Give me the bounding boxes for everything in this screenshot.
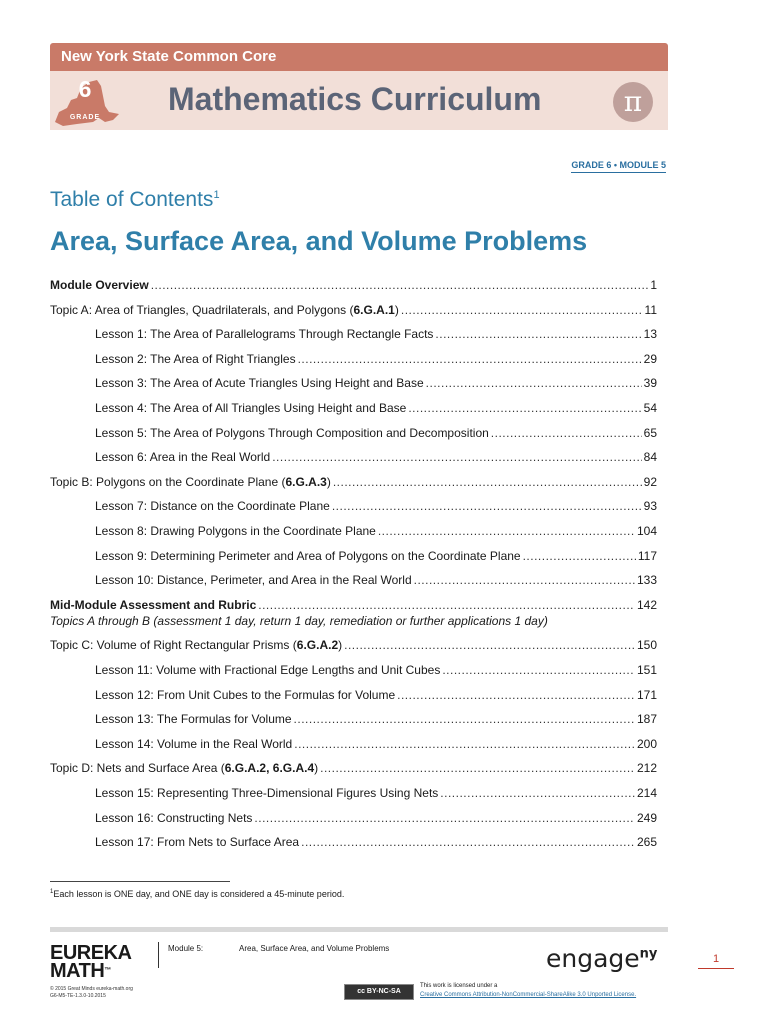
toc-topic-entry[interactable] [50, 638, 657, 654]
eureka-math-logo [50, 944, 131, 980]
dot-leader [298, 352, 642, 366]
toc-entry-text: Lesson 8: Drawing Polygons in the Coordinate Plane [95, 524, 376, 538]
toc-page-number: 54 [643, 401, 657, 415]
header-banner-text: New York State Common Core [61, 48, 277, 65]
page-title: Area, Surface Area, and Volume Problems [50, 226, 588, 256]
toc-topic-entry[interactable] [50, 475, 657, 491]
footer-module-label: Module 5: [168, 944, 204, 953]
toc-lesson-entry[interactable] [95, 786, 657, 802]
copyright-line: © 2015 Great Minds eureka-math.org [50, 986, 133, 992]
grade-label: GRADE [69, 114, 101, 121]
dot-leader [344, 638, 635, 652]
toc-entry-title [50, 278, 149, 292]
toc-entry-text: Lesson 5: The Area of Polygons Through Composition and Decomposition [95, 425, 489, 440]
toc-entry-title [95, 327, 433, 341]
dot-leader [254, 811, 635, 825]
dot-leader [426, 376, 642, 390]
toc-entry-text: Lesson 3: The Area of Acute Triangles Using Height and Base [95, 376, 424, 391]
toc-lesson-entry[interactable] [95, 712, 657, 728]
toc-page-number: 117 [637, 548, 657, 563]
toc-entry-title [95, 573, 412, 587]
toc-entry-text: Topic A: Area of Triangles, Quadrilaterals, and Polygons ( [50, 302, 354, 317]
dot-leader [401, 303, 643, 317]
toc-page-number: 29 [643, 351, 657, 366]
toc-lesson-entry[interactable] [95, 450, 657, 466]
footer-vertical-divider [158, 942, 159, 968]
toc-page-number: 214 [636, 786, 657, 800]
toc-lesson-entry[interactable] [95, 835, 657, 851]
toc-page-number: 171 [636, 687, 657, 702]
toc-lesson-entry[interactable] [95, 352, 657, 368]
standard-code: 6.G.A.2, 6.G.A.4 [224, 761, 315, 776]
toc-entry-title [95, 524, 376, 538]
toc-entry-text: Lesson 16: Constructing Nets [95, 810, 253, 825]
copyright [50, 986, 133, 1000]
module-tag: GRADE 6 • MODULE 5 [571, 160, 666, 173]
dot-leader [333, 475, 642, 489]
toc-entry-text: Lesson 4: The Area of All Triangles Using Height and Base [95, 401, 407, 415]
toc-entry-title [95, 426, 489, 440]
toc-entry-title [50, 598, 256, 612]
toc-topic-entry[interactable] [50, 761, 657, 777]
toc-entry-text: Lesson 1: The Area of Parallelograms Through Rectangle Facts [95, 327, 434, 342]
toc-entry-title [50, 761, 318, 775]
dot-leader [442, 663, 635, 677]
toc-entry-closing: ) [326, 474, 331, 489]
engage-text: engage [546, 944, 640, 973]
toc-page-number: 39 [643, 376, 657, 391]
toc-entry-text: Lesson 12: From Unit Cubes to the Formulas for Volume [95, 687, 396, 702]
toc-page-number: 13 [643, 327, 657, 342]
toc-entry-text: Topic C: Volume of Right Rectangular Prisms ( [50, 638, 297, 653]
toc-entry-text: Topic B: Polygons on the Coordinate Plane ( [50, 474, 286, 489]
dot-leader [378, 524, 635, 538]
toc-page-number: 104 [636, 524, 657, 538]
toc-entry-text: Lesson 11: Volume with Fractional Edge Lengths and Unit Cubes [95, 663, 441, 677]
standard-code: 6.G.A.1 [353, 302, 395, 317]
toc-page-number: 151 [636, 663, 657, 677]
grade-number: 6 [78, 76, 92, 102]
toc-lesson-entry[interactable] [95, 401, 657, 417]
toc-entry-title [95, 688, 395, 702]
dot-leader [151, 278, 649, 292]
footnote-marker: 1 [50, 889, 54, 895]
license-notice [420, 982, 636, 1000]
dot-leader [397, 688, 635, 702]
footnote-divider [50, 881, 230, 882]
document-code: G6-M5-TE-1.3.0-10.2015 [50, 993, 106, 999]
dot-leader [440, 786, 635, 800]
toc-page-number: 1 [650, 278, 657, 292]
eureka-logo-line1: EUREKA [50, 942, 132, 964]
toc-lesson-entry[interactable] [95, 737, 657, 753]
toc-entry-title [95, 835, 299, 849]
toc-entry-text: Module Overview [50, 278, 149, 292]
toc-page-number: 133 [636, 573, 657, 588]
toc-entry-text: Lesson 10: Distance, Perimeter, and Area in the Real World [95, 573, 412, 588]
dot-leader [408, 401, 641, 415]
toc-page-number: 150 [636, 638, 657, 653]
toc-entry-closing: ) [314, 761, 319, 776]
toc-entry-text: Lesson 13: The Formulas for Volume [95, 712, 292, 727]
toc-page-number: 65 [643, 425, 657, 440]
footnote-text: Each lesson is ONE day, and ONE day is considered a 45-minute period. [53, 889, 345, 899]
toc-page-number: 142 [636, 597, 657, 612]
standard-code: 6.G.A.2 [296, 638, 339, 653]
toc-page-number: 212 [636, 761, 657, 776]
eureka-logo-line2: MATH [50, 960, 105, 982]
toc-lesson-entry[interactable] [95, 327, 657, 343]
toc-heading [50, 188, 220, 212]
footer-divider [50, 927, 668, 932]
toc-topic-entry[interactable] [50, 278, 657, 294]
toc-entry-text: Lesson 15: Representing Three-Dimensional Figures Using Nets [95, 786, 439, 800]
toc-heading-footnote-ref: 1 [213, 189, 220, 201]
toc-lesson-entry[interactable] [95, 573, 657, 589]
toc-topic-entry[interactable] [50, 598, 657, 614]
dot-leader [491, 426, 642, 440]
toc-entry-title [95, 401, 406, 415]
dot-leader [435, 327, 641, 341]
toc-entry-text: Lesson 17: From Nets to Surface Area [95, 835, 300, 850]
toc-entry-title [95, 376, 424, 390]
trademark-mark: ™ [104, 967, 111, 974]
toc-entry-text: Lesson 14: Volume in the Real World [95, 736, 293, 751]
toc-lesson-entry[interactable] [95, 811, 657, 827]
toc-lesson-entry[interactable] [95, 549, 657, 565]
toc-page-number: 187 [636, 712, 657, 727]
toc-lesson-entry[interactable] [95, 663, 657, 679]
toc-entry-title [50, 475, 331, 489]
mid-module-note: Topics A through B (assessment 1 day, return 1 day, remediation or further applications 1 day) [50, 613, 548, 628]
dot-leader [301, 835, 635, 849]
toc-entry-title [50, 303, 399, 317]
license-link[interactable]: Creative Commons Attribution-NonCommercial-ShareAlike 3.0 Unported License. [420, 992, 637, 998]
toc-entry-title [95, 786, 438, 800]
toc-entry-title [95, 737, 292, 751]
toc-entry-title [95, 352, 296, 366]
toc-lesson-entry[interactable] [95, 499, 657, 515]
toc-entry-text: Lesson 6: Area in the Real World [95, 450, 271, 465]
dot-leader [332, 499, 642, 513]
toc-entry-closing: ) [338, 638, 343, 653]
toc-entry-title [95, 499, 330, 513]
toc-entry-text: Lesson 2: The Area of Right Triangles [95, 351, 296, 366]
toc-page-number: 200 [636, 736, 657, 751]
toc-entry-text: Lesson 7: Distance on the Coordinate Plane [95, 499, 330, 514]
dot-leader [320, 761, 635, 775]
dot-leader [258, 598, 635, 612]
toc-entry-closing: ) [394, 302, 399, 317]
footer-module-title: Area, Surface Area, and Volume Problems [239, 944, 390, 953]
dot-leader [523, 549, 636, 563]
toc-heading-text: Table of Contents [50, 188, 214, 211]
engageny-logo [546, 944, 657, 973]
header-banner [50, 43, 668, 71]
pi-icon: π [613, 82, 653, 122]
toc-page-number: 84 [643, 450, 657, 465]
toc-lesson-entry[interactable] [95, 688, 657, 704]
license-intro: This work is licensed under a [420, 983, 498, 989]
page-number: 1 [698, 953, 734, 969]
toc-lesson-entry[interactable] [95, 376, 657, 392]
toc-entry-title [95, 450, 270, 464]
toc-entry-text: Topic D: Nets and Surface Area ( [50, 761, 225, 776]
dot-leader [414, 573, 635, 587]
toc-page-number: 11 [644, 302, 657, 317]
standard-code: 6.G.A.3 [285, 474, 327, 489]
toc-entry-text: Lesson 9: Determining Perimeter and Area of Polygons on the Coordinate Plane [95, 548, 521, 563]
header-title-bar [50, 71, 668, 130]
toc-entry-title [95, 663, 440, 677]
toc-page-number: 93 [643, 499, 657, 514]
toc-entry-title [95, 712, 292, 726]
toc-page-number: 265 [636, 835, 657, 850]
toc-page-number: 92 [643, 474, 657, 489]
toc-entry-title [50, 638, 342, 652]
dot-leader [294, 712, 635, 726]
curriculum-title: Mathematics Curriculum [168, 81, 542, 117]
ny-text: ny [639, 946, 658, 962]
footnote [50, 889, 344, 899]
toc-entry-title [95, 811, 252, 825]
toc-lesson-entry[interactable] [95, 524, 657, 540]
toc-lesson-entry[interactable] [95, 426, 657, 442]
dot-leader [272, 450, 641, 464]
toc-entry-text: Mid-Module Assessment and Rubric [50, 597, 257, 612]
toc-page-number: 249 [636, 810, 657, 825]
dot-leader [294, 737, 635, 751]
toc-topic-entry[interactable] [50, 303, 657, 319]
creative-commons-badge: cc BY-NC-SA [344, 984, 414, 1000]
toc-entry-title [95, 549, 521, 563]
